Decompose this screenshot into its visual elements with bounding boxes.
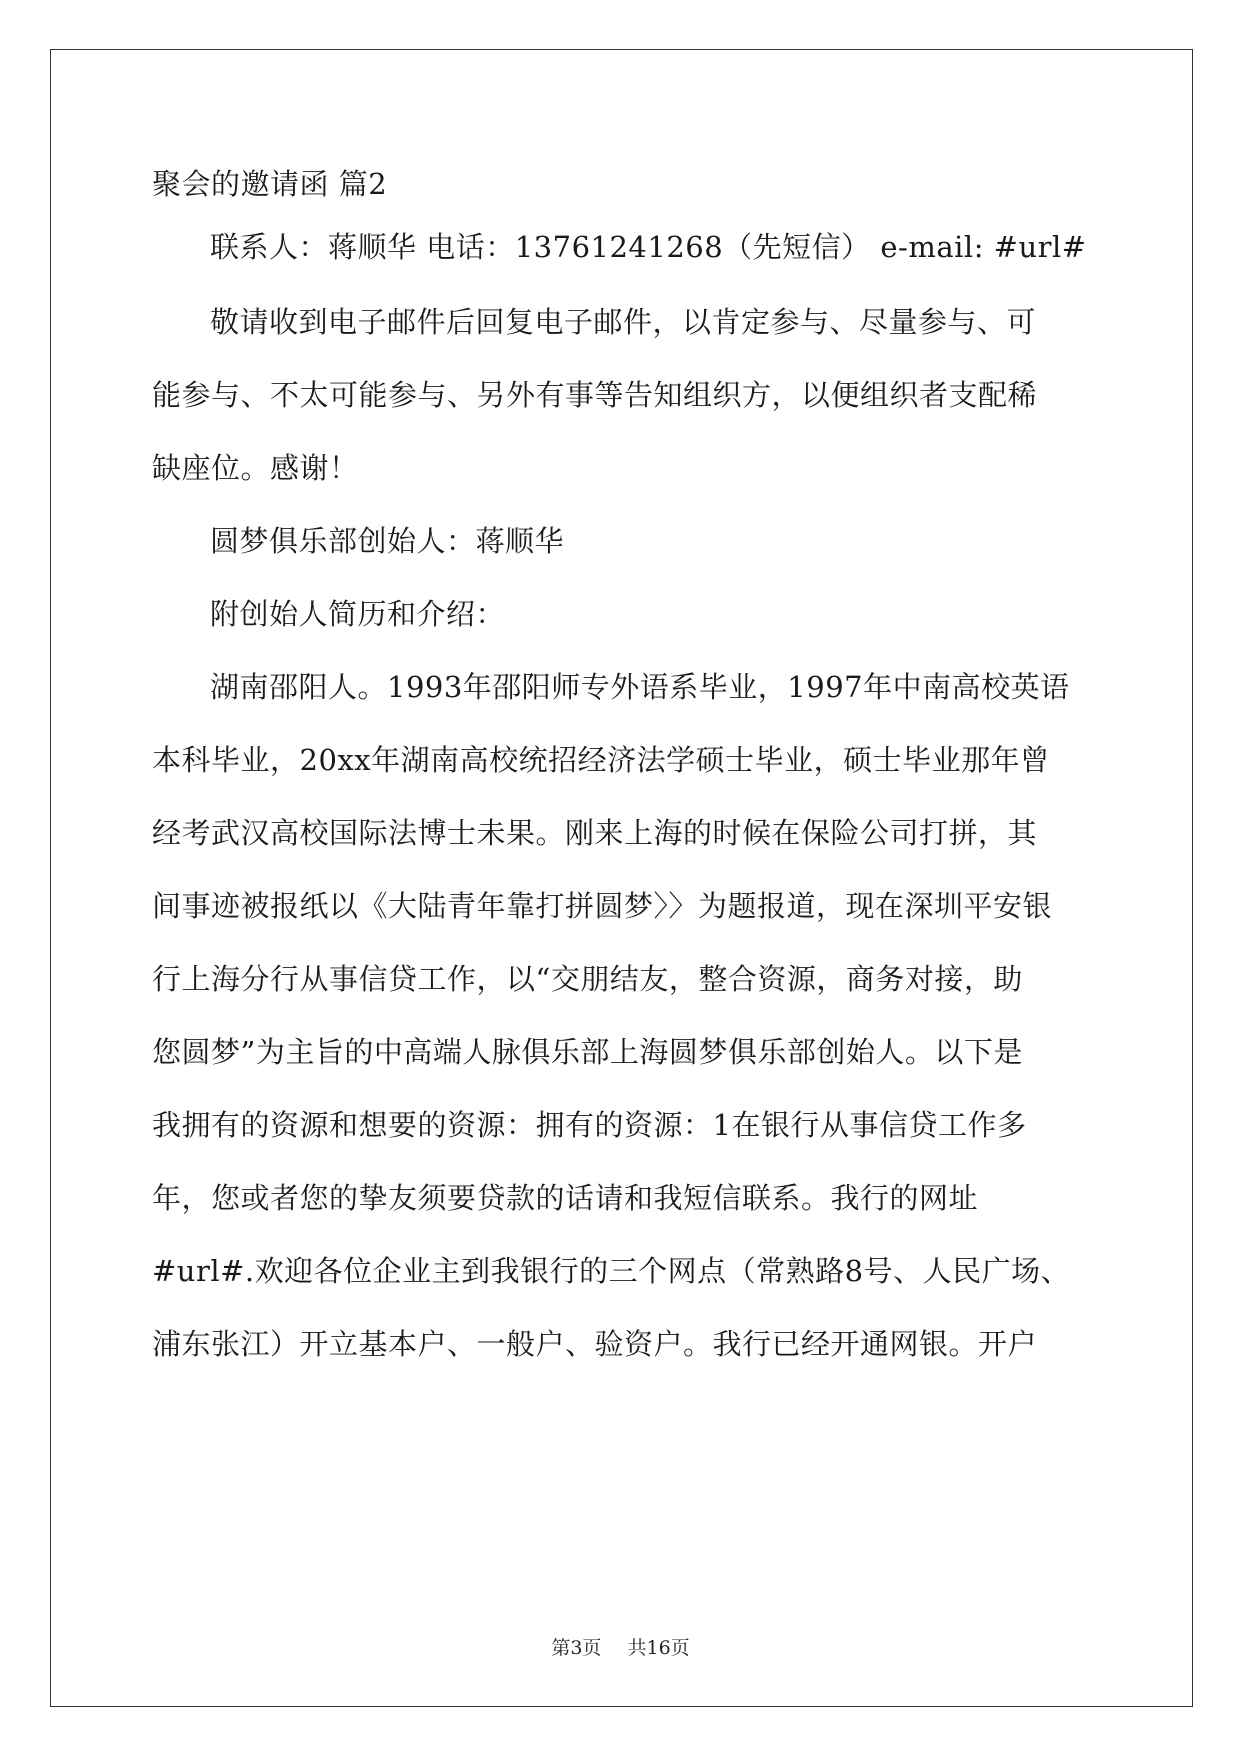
paragraph-line: 您圆梦”为主旨的中高端人脉俱乐部上海圆梦俱乐部创始人。以下是 <box>152 1035 1023 1069</box>
paragraph-line: 间事迹被报纸以《大陆青年靠打拼圆梦〉〉为题报道，现在深圳平安银 <box>152 889 1053 923</box>
paragraph-line: 敬请收到电子邮件后回复电子邮件，以肯定参与、尽量参与、可 <box>210 305 1037 339</box>
page-footer <box>0 1633 1241 1660</box>
paragraph-line: #url#.欢迎各位企业主到我银行的三个网点（常熟路8号、人民广场、 <box>152 1254 1071 1288</box>
section-heading: 聚会的邀请函 篇2 <box>152 167 388 201</box>
paragraph-line: 本科毕业，20xx年湖南高校统招经济法学硕士毕业，硕士毕业那年曾 <box>152 743 1050 777</box>
signature-line: 圆梦俱乐部创始人：蒋顺华 <box>210 524 565 558</box>
paragraph-line: 我拥有的资源和想要的资源：拥有的资源：1在银行从事信贷工作多 <box>152 1108 1027 1142</box>
contact-line: 联系人：蒋顺华 电话：13761241268（先短信） e-mail: #url# <box>210 230 1087 264</box>
page-total: 共16页 <box>627 1637 690 1659</box>
paragraph-line: 年，您或者您的挚友须要贷款的话请和我短信联系。我行的网址 <box>152 1181 979 1215</box>
paragraph-line: 湖南邵阳人。1993年邵阳师专外语系毕业，1997年中南高校英语 <box>210 670 1070 704</box>
paragraph-line: 能参与、不太可能参与、另外有事等告知组织方，以便组织者支配稀 <box>152 378 1038 412</box>
paragraph-line: 浦东张江）开立基本户、一般户、验资户。我行已经开通网银。开户 <box>152 1327 1038 1361</box>
page-number: 第3页 <box>551 1637 602 1659</box>
page-border <box>50 49 1193 1707</box>
paragraph-line: 缺座位。感谢！ <box>152 451 359 485</box>
paragraph-line: 附创始人简历和介绍： <box>210 597 506 631</box>
paragraph-line: 行上海分行从事信贷工作，以“交朋结友，整合资源，商务对接，助 <box>152 962 1023 996</box>
paragraph-line: 经考武汉高校国际法博士未果。刚来上海的时候在保险公司打拼，其 <box>152 816 1038 850</box>
